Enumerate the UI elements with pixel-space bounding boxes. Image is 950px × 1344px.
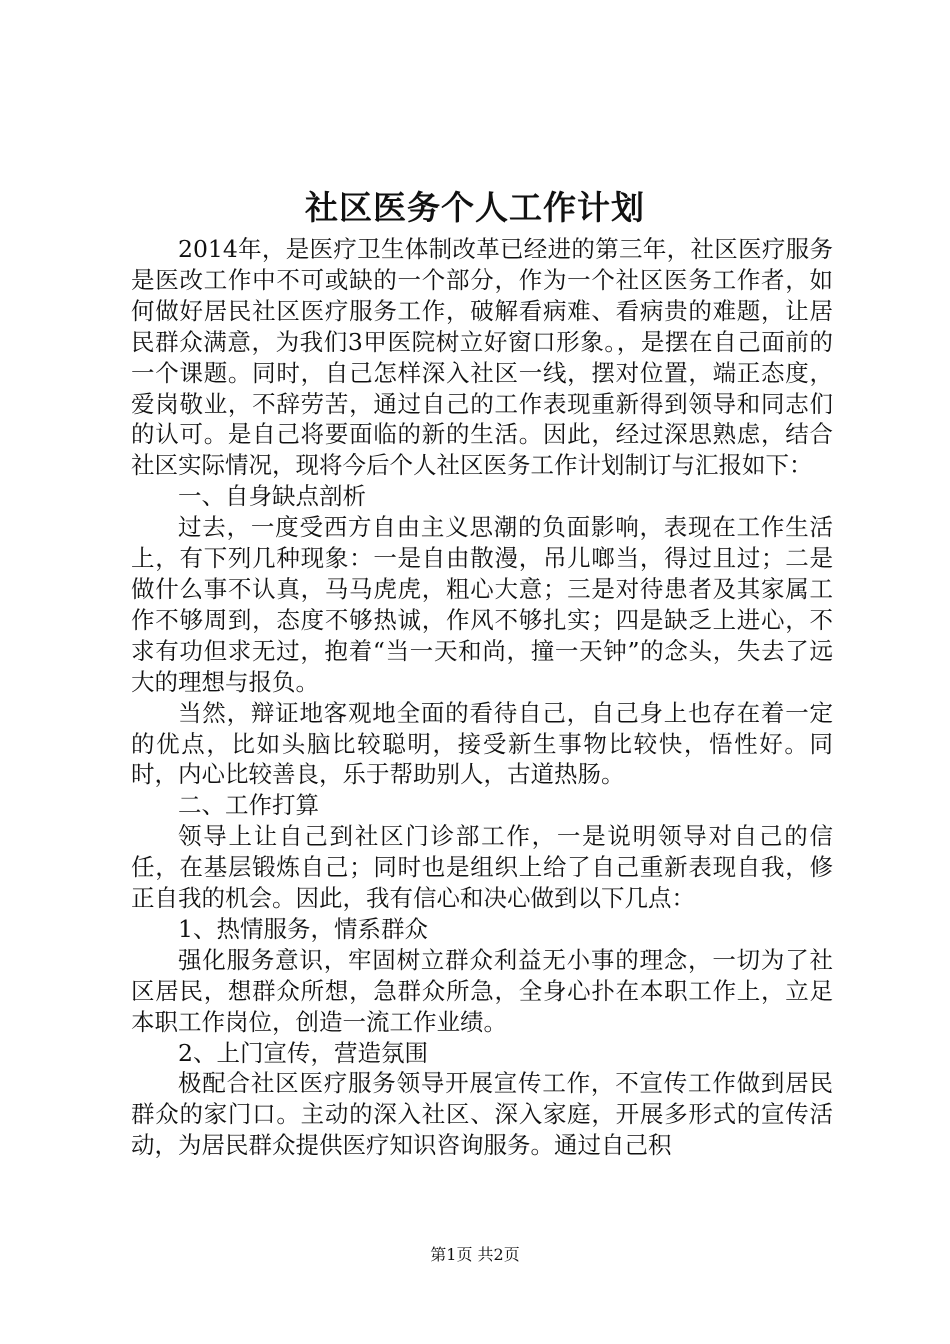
section-heading-1: 一、自身缺点剖析 [178,482,366,511]
document-body [131,234,833,1161]
paragraph-strengths: 当然，辩证地客观地全面的看待自己，自己身上也存在着一定的优点，比如头脑比较聪明，接受新生事物比较快，悟性好。同时，内心比较善良，乐于帮助别人，古道热肠。 [131,698,833,789]
subheading-1: 1、热情服务，情系群众 [178,914,428,943]
paragraph-intro: 2014年，是医疗卫生体制改革已经进的第三年，社区医疗服务是医改工作中不可或缺的一个部分，作为一个社区医务工作者，如何做好居民社区医疗服务工作，破解看病难、看病贵的难题，让居民群众满意，为我们3甲医院树立好窗口形象。，是摆在自己面前的一个课题。同时，自己怎样深入社区一线，摆对位置，端正态度，爱岗敬业，不辞劳苦，通过自己的工作表现重新得到领导和同志们的认可。是自己将要面临的新的生活。因此，经过深思熟虑，结合社区实际情况，现将今后个人社区医务工作计划制订与汇报如下： [131,235,833,480]
subheading-2: 2、上门宣传，营造氛围 [178,1038,428,1067]
page-footer: 第1页 共2页 [430,1245,520,1264]
paragraph-work-plan: 领导上让自己到社区门诊部工作，一是说明领导对自己的信任，在基层锻炼自己；同时也是组织上给了自己重新表现自我，修正自我的机会。因此，我有信心和决心做到以下几点： [131,822,833,913]
document-title: 社区医务个人工作计划 [305,188,645,227]
section-heading-2: 二、工作打算 [178,791,319,820]
paragraph-publicity: 极配合社区医疗服务领导开展宣传工作，不宣传工作做到居民群众的家门口。主动的深入社区、深入家庭，开展多形式的宣传活动，为居民群众提供医疗知识咨询服务。通过自己积 [131,1069,833,1160]
paragraph-shortcomings: 过去，一度受西方自由主义思潮的负面影响，表现在工作生活上，有下列几种现象：一是自由散漫，吊儿啷当，得过且过；二是做什么事不认真，马马虎虎，粗心大意；三是对待患者及其家属工作不够周到，态度不够热诚，作风不够扎实；四是缺乏上进心，不求有功但求无过，抱着“当一天和尚，撞一天钟”的念头，失去了远大的理想与报负。 [131,513,833,696]
paragraph-service: 强化服务意识，牢固树立群众利益无小事的理念，一切为了社区居民，想群众所想，急群众所急，全身心扑在本职工作上，立足本职工作岗位，创造一流工作业绩。 [131,945,833,1036]
